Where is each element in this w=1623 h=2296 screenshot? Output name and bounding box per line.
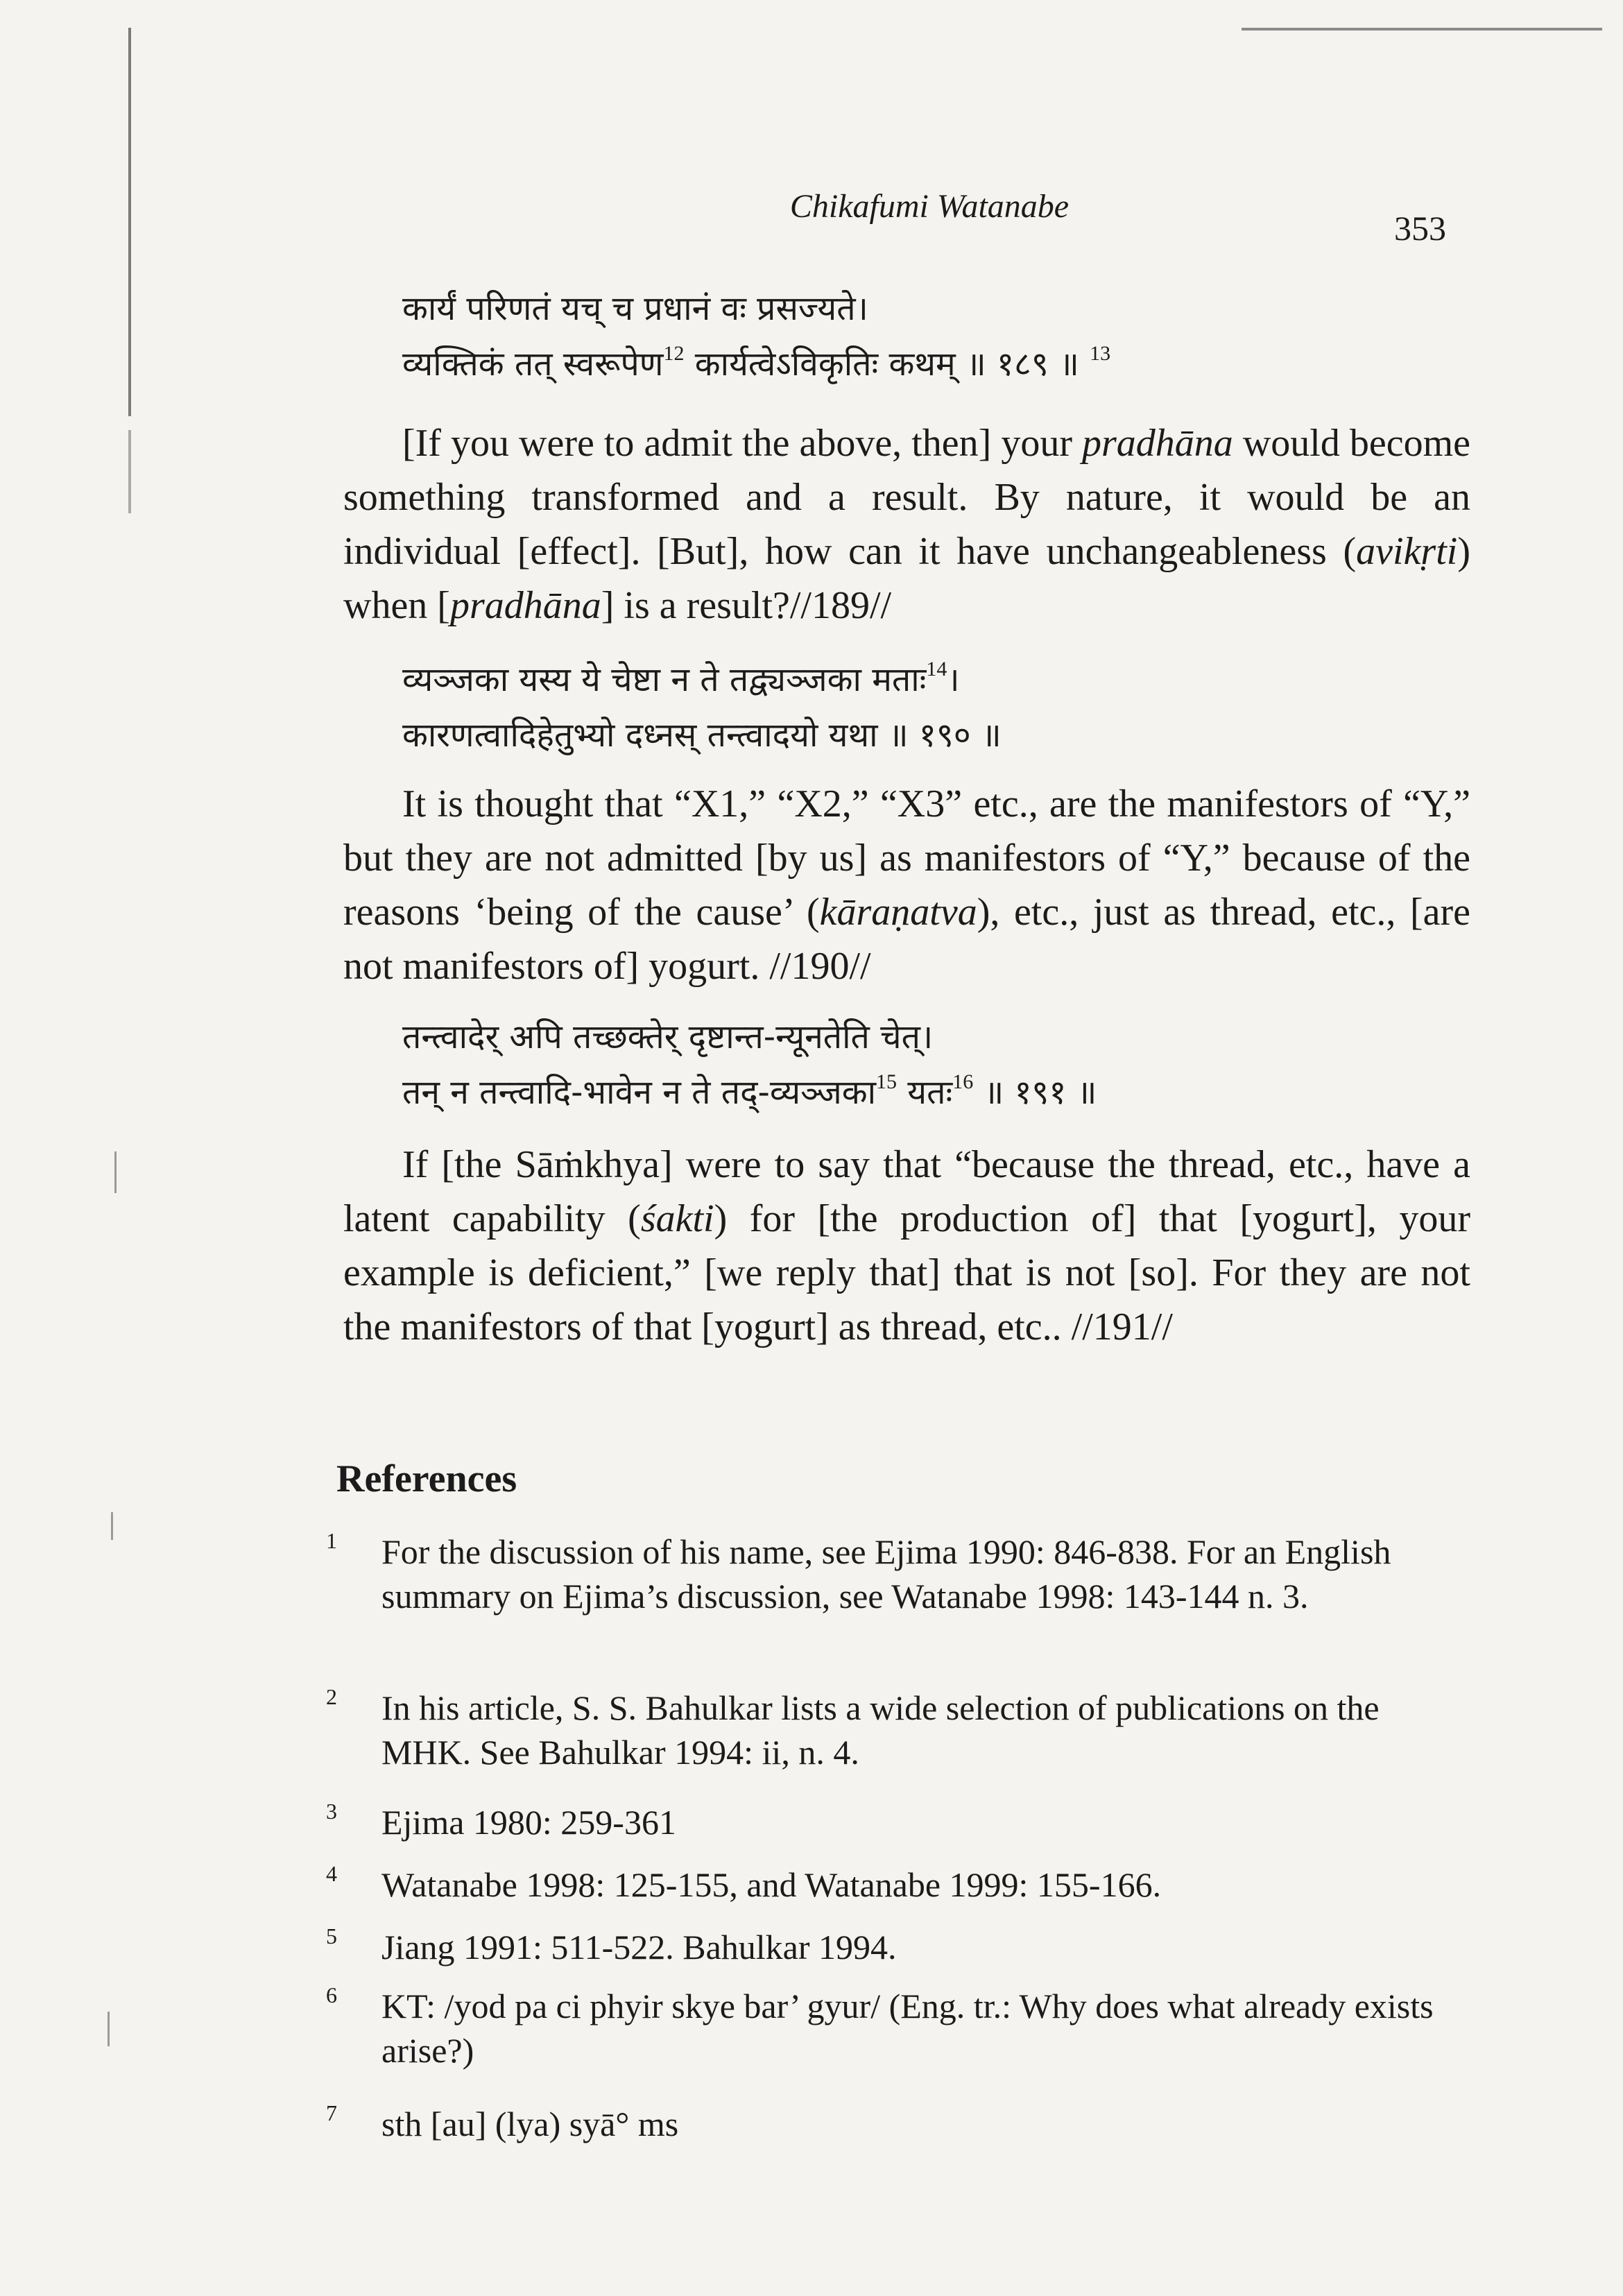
verse-189-line-1: कार्यं परिणतं यच् च प्रधानं वः प्रसज्यते। bbox=[402, 289, 868, 328]
scan-speck bbox=[114, 1151, 117, 1193]
scan-speck bbox=[111, 1512, 113, 1540]
reference-text: KT: /yod pa ci phyir skye bar’ gyur/ (Eng. tr.: Why does what already exists arise?) bbox=[381, 1987, 1434, 2070]
scan-edge-rule bbox=[1242, 28, 1602, 31]
reference-number: 7 bbox=[326, 2100, 337, 2125]
footnote-marker: 15 bbox=[876, 1070, 898, 1093]
reference-number: 1 bbox=[326, 1528, 337, 1553]
running-header-author: Chikafumi Watanabe bbox=[789, 188, 1070, 225]
references-heading: References bbox=[336, 1457, 517, 1500]
footnote-marker: 12 bbox=[663, 342, 685, 365]
translation-190: It is thought that “X1,” “X2,” “X3” etc., are the manifestors of “Y,” but they are not admitted [by us] as manifestors of “Y,” because of the reasons ‘being of the cause’ (kāraṇatva), etc., just as thread, etc., [are not manifestors of] yogurt. //190// bbox=[343, 782, 1471, 988]
scan-margin-line bbox=[128, 28, 131, 416]
verse-189-line-2: व्यक्तिकं तत् स्वरूपेण$^{12}$ कार्यत्वेऽविकृतिः कथम् ॥ १८९ ॥ $^{13}$ bbox=[402, 342, 1111, 384]
reference-text: In his article, S. S. Bahulkar lists a wide selection of publications on the MHK. See Bahulkar 1994: ii, n. 4. bbox=[381, 1688, 1380, 1772]
verse-191-line-2: तन् न तन्त्वादि-भावेन न ते तद्-व्यञ्जका$^{15}$ यतः$^{16}$ ॥ १९१ ॥ bbox=[402, 1070, 1097, 1112]
reference-text: sth [au] (lya) syā° ms bbox=[381, 2105, 679, 2143]
reference-number: 4 bbox=[326, 1861, 337, 1886]
verse-191-line-1: तन्त्वादेर् अपि तच्छक्तेर् दृष्टान्त-न्यूनतेति चेत्। bbox=[402, 1018, 934, 1056]
reference-text: Ejima 1980: 259-361 bbox=[381, 1803, 676, 1842]
reference-number: 6 bbox=[326, 1982, 337, 2007]
reference-number: 5 bbox=[326, 1924, 337, 1948]
reference-number: 3 bbox=[326, 1799, 337, 1824]
reference-text: Jiang 1991: 511-522. Bahulkar 1994. bbox=[381, 1928, 897, 1967]
page-number: 353 bbox=[1394, 209, 1446, 248]
translation-189: [If you were to admit the above, then] your pradhāna would become something transformed and a result. By nature, it would be an individual [effect]. [But], how can it have unchangeableness (avikṛti) when [pradhāna] is a result?//189// bbox=[343, 422, 1471, 627]
verse-190-line-1: व्यञ्जका यस्य ये चेष्टा न ते तद्व्यञ्जका मताः$^{14}$। bbox=[402, 658, 960, 699]
translation-191: If [the Sāṁkhya] were to say that “because the thread, etc., have a latent capability (śakti) for [the production of] that [yogurt], your example is deficient,” [we reply that] that is not [so]. For they are not the manifestors of that [yogurt] as thread, etc.. //191// bbox=[343, 1143, 1470, 1348]
verse-190-line-2: कारणत्वादिहेतुभ्यो दध्नस् तन्त्वादयो यथा ॥ १९० ॥ bbox=[402, 716, 1002, 755]
footnote-marker: 13 bbox=[1090, 342, 1111, 365]
reference-text: Watanabe 1998: 125-155, and Watanabe 1999: 155-166. bbox=[381, 1865, 1162, 1904]
reference-number: 2 bbox=[326, 1684, 337, 1709]
footnote-marker: 14 bbox=[926, 658, 947, 680]
reference-text: For the discussion of his name, see Ejima 1990: 846-838. For an English summary on Ejima’s discussion, see Watanabe 1998: 143-144 n. 3. bbox=[381, 1532, 1391, 1616]
scan-margin-line bbox=[128, 430, 131, 513]
scan-speck bbox=[108, 2012, 110, 2046]
footnote-marker: 16 bbox=[952, 1070, 974, 1093]
